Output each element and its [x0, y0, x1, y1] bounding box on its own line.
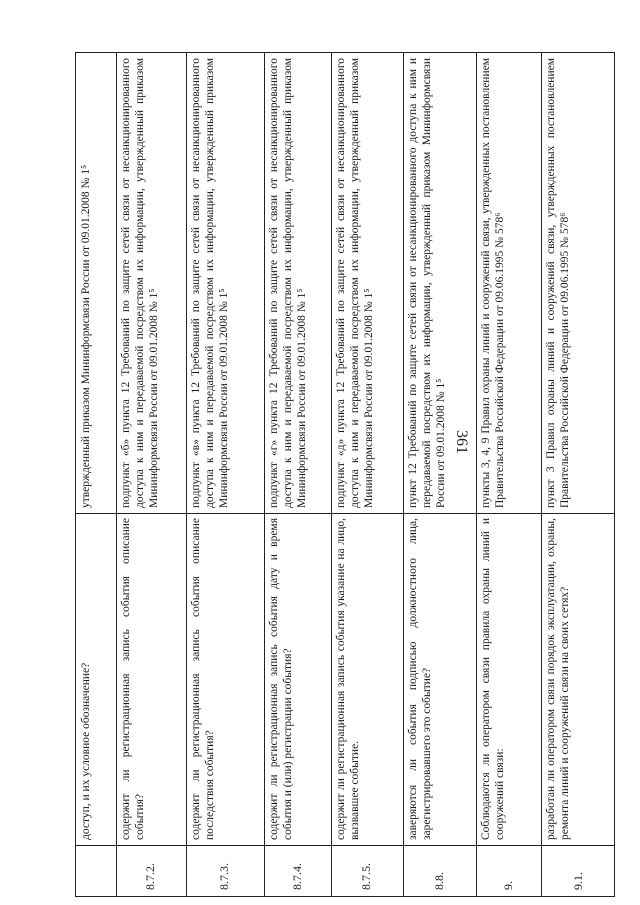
reference-cell: утвержденный приказом Мининформсвязи России от 09.01.2008 № 1⁵: [80, 164, 92, 508]
question-cell: Соблюдаются ли оператором связи правила охраны линий и сооружений связи:: [480, 518, 506, 840]
row-divider: [186, 53, 187, 896]
question-cell: заверяются ли события подписью должностного лица, зарегистрировавшего это событие?: [407, 518, 433, 840]
row-number: 8.7.5.: [359, 863, 373, 890]
reference-cell: подпункт «д» пункта 12 Требований по защите сетей связи от несанкционированного доступа к ним и передаваемой посредством их информации, утвержденный приказом Мининформсвязи России от 09.01.2008 № 1⁵: [335, 58, 375, 508]
column-divider-ref: [76, 513, 614, 514]
reference-cell: пункт 3 Правил охраны линий и сооружений связи, утвержденных постановлением Правительства Российской Федерации от 09.06.1995 № 578⁶: [545, 58, 571, 508]
question-cell: содержит ли регистрационная запись события дату и время события и (или) регистрации события?: [268, 518, 294, 840]
row-divider: [264, 53, 265, 896]
column-divider-num: [76, 845, 614, 846]
reference-cell: пункт 12 Требований по защите сетей связи от несанкционированного доступа к ним и передаваемой посредством их информации, утвержденный приказом Мининформсвязи России от 09.01.2008 № 1⁵: [407, 58, 447, 508]
row-number: 8.8.: [431, 872, 446, 890]
row-divider: [331, 53, 332, 896]
row-number: 8.7.3.: [217, 863, 231, 890]
reference-cell: пункты 3, 4, 9 Правил охраны линий и сооружений связи, утвержденных постановлением Правительства Российской Федерации от 09.06.1995 № 578⁶: [480, 58, 506, 508]
row-divider: [403, 53, 404, 896]
row-divider: [116, 53, 117, 896]
question-cell: содержит ли регистрационная запись события описание последствия события?: [190, 518, 216, 840]
question-cell: доступ, и их условное обозначение?: [80, 662, 92, 840]
reference-cell: подпункт «в» пункта 12 Требований по защите сетей связи от несанкционированного доступа к ним и передаваемой посредством их информации, утвержденный приказом Мининформсвязи России от 09.01.2008 № 1⁵: [190, 58, 230, 508]
rotated-table: [75, 52, 615, 897]
row-number: 9.1.: [570, 872, 585, 890]
page-number: 361: [453, 430, 470, 454]
row-number: 8.7.4.: [289, 863, 304, 890]
row-number: 8.7.2.: [143, 863, 157, 890]
question-cell: разработан ли оператором связи порядок эксплуатации, охраны, ремонта линий и сооружений связи на своих сетях?: [545, 518, 571, 840]
row-number: 9.: [500, 881, 515, 890]
row-divider: [476, 53, 477, 896]
question-cell: содержит ли регистрационная запись события описание события?: [120, 518, 146, 840]
row-divider: [541, 53, 542, 896]
reference-cell: подпункт «г» пункта 12 Требований по защите сетей связи от несанкционированного доступа к ним и передаваемой посредством их информации, утвержденный приказом Мининформсвязи России от 09.01.2008 № 1⁵: [268, 58, 308, 508]
reference-cell: подпункт «б» пункта 12 Требований по защите сетей связи от несанкционированного доступа к ним и передаваемой посредством их информации, утвержденный приказом Мининформсвязи России от 09.01.2008 № 1⁵: [120, 58, 160, 508]
question-cell: содержит ли регистрационная запись события указание на лицо, вызвавшее событие.: [335, 518, 361, 840]
